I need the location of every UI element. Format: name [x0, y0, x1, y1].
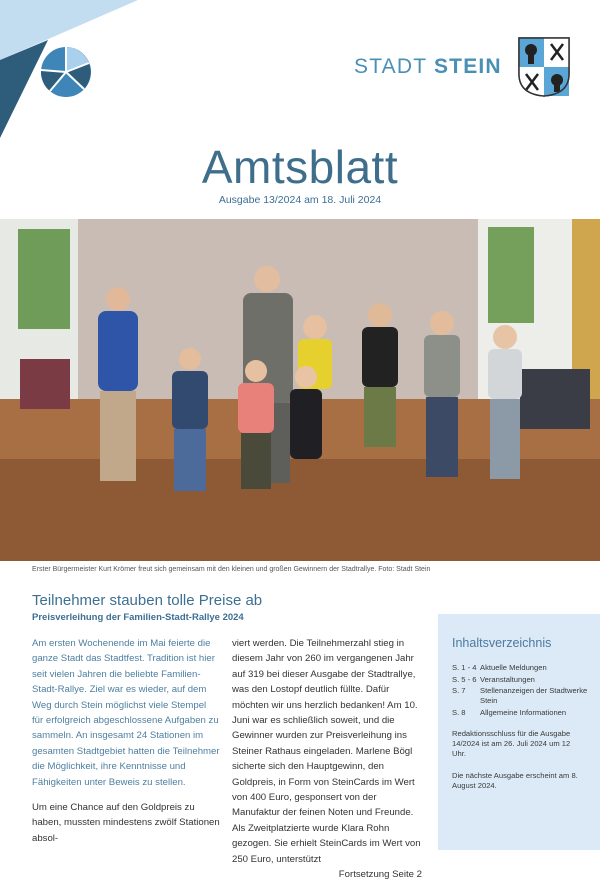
article-column-2 [232, 636, 422, 883]
toc-item-pages: S. 1 - 4 [452, 663, 477, 672]
editorial-deadline: Redaktionsschluss für die Ausgabe 14/2024 ist am 26. Juli 2024 um 12 Uhr. [452, 729, 571, 758]
group-photo [0, 219, 600, 561]
toc-item-pages: S. 5 - 6 [452, 675, 477, 684]
toc-item-label: Stellenanzeigen der Stadtwerke Stein [480, 686, 588, 705]
issue-date: Ausgabe 13/2024 am 18. Juli 2024 [218, 194, 382, 206]
next-issue-note: Die nächste Ausgabe erscheint am 8. August 2024. [452, 771, 578, 790]
article-lead: Am ersten Wochenende im Mai feierte die ganze Stadt das Stadtfest. Tradition ist hier seit vielen Jahren die beliebte Familien-Stadt-Rallye. Ziel war es wieder, auf dem Weg durch Stein möglichst viele Stempel für erfolgreich abgeschlossene Aufgaben zu sammeln. An insgesamt 24 Stationen im gesamten Stadtgebiet hatten die Teilnehmer die Möglichkeit, ihre Kenntnisse und Fähigkeiten unter Beweis zu stellen. [32, 638, 220, 788]
article-column-1 [32, 636, 220, 846]
toc-item[interactable] [452, 675, 590, 685]
continue-link[interactable]: Fortsetzung Seite 2 [338, 869, 422, 881]
toc-item-pages: S. 8 [452, 708, 466, 717]
article-headline: Teilnehmer stauben tolle Preise ab [32, 592, 263, 609]
article-paragraph: Um eine Chance auf den Goldpreis zu haben, mussten mindestens zwölf Stationen absol- [32, 802, 220, 844]
photo-caption: Erster Bürgermeister Kurt Krömer freut sich gemeinsam mit den kleinen und großen Gewinnern der Stadtrallye. Foto: Stadt Stein [32, 566, 431, 573]
coat-of-arms-icon [517, 36, 571, 98]
toc-item[interactable] [452, 708, 590, 718]
toc-title: Inhaltsverzeichnis [452, 636, 552, 650]
brand-bold: STEIN [433, 55, 502, 78]
toc-item-label: Allgemeine Informationen [480, 708, 567, 717]
corner-logo-graphic [0, 0, 140, 140]
toc-item-label: Veranstaltungen [480, 675, 535, 684]
article-subhead: Preisverleihung der Familien-Stadt-Rallye 2024 [32, 612, 244, 623]
toc-item-pages: S. 7 [452, 686, 466, 695]
toc-item[interactable] [452, 686, 590, 706]
masthead-title: Amtsblatt [201, 141, 399, 193]
article-paragraph: viert werden. Die Teilnehmerzahl stieg in diesem Jahr von 260 im vergangenen Jahr auf 319 bei dieser Ausgabe der Stadtrallye, was den Lostopf deutlich füllte. Dafür möchten wir uns herzlich bedanken! Am 10. Juni war es schließlich soweit, und die Gewinner wurden zur Preisverleihung ins Steiner Rathaus eingeladen. Marlene Bögl sicherte sich den Hauptgewinn, den Goldpreis, in Form von SteinCards im Wert von 400 Euro, gesponsert von der Manufaktur der feinen Noten und Freunde. Als Zweitplatzierte wurde Klara Rohn gezogen. Sie erhielt SteinCards im Wert von 250 Euro, unterstützt [232, 638, 421, 865]
city-brand [354, 55, 502, 79]
toc-item-label: Aktuelle Meldungen [480, 663, 547, 672]
brand-light: STADT [354, 55, 427, 78]
toc-item[interactable] [452, 663, 590, 673]
